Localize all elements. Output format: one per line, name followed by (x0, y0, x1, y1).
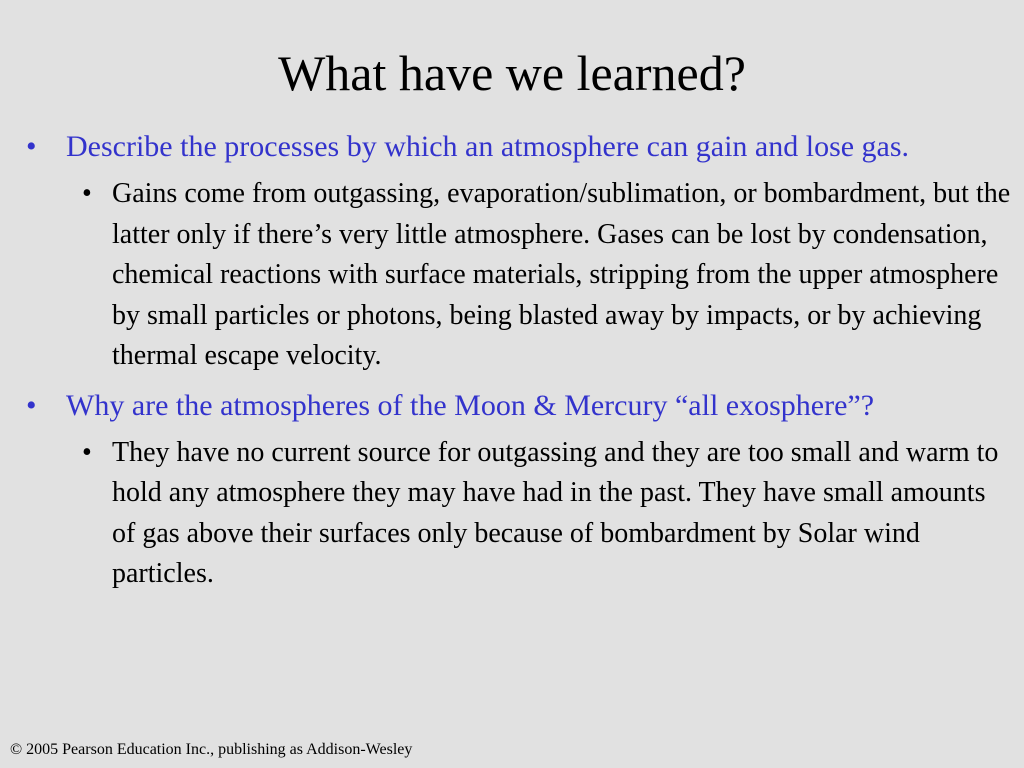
slide-title: What have we learned? (278, 45, 746, 101)
question-text: Why are the atmospheres of the Moon & Mercury “all exosphere”? (66, 388, 875, 422)
bullet-marker: • (26, 130, 37, 163)
answer-text: Gains come from outgassing, evaporation/sublimation, or bombardment, but the latter only if there’s very little atmosphere. Gases can be lost by condensation, chemical reactions with surface materials, stripping from the upper atmosphere by small particles or photons, being blasted away by impacts, or by achieving thermal escape velocity. (112, 178, 1011, 371)
question-text: Describe the processes by which an atmosphere can gain and lose gas. (66, 130, 910, 163)
answer-bullet-1 (0, 174, 1024, 377)
answer-text: They have no current source for outgassing and they are too small and warm to hold any atmosphere they may have had in the past. They have small amounts of gas above their surfaces only because of bombardment by Solar wind particles. (112, 436, 999, 589)
copyright-footer: © 2005 Pearson Education Inc., publishing as Addison-Wesley (10, 741, 413, 758)
answer-bullet-2 (0, 433, 1024, 595)
bullet-list (0, 126, 1024, 595)
bullet-marker: • (82, 436, 92, 468)
bullet-marker: • (26, 388, 37, 422)
question-bullet-1 (0, 126, 1024, 167)
bullet-marker: • (82, 178, 92, 209)
question-bullet-2 (0, 385, 1024, 426)
